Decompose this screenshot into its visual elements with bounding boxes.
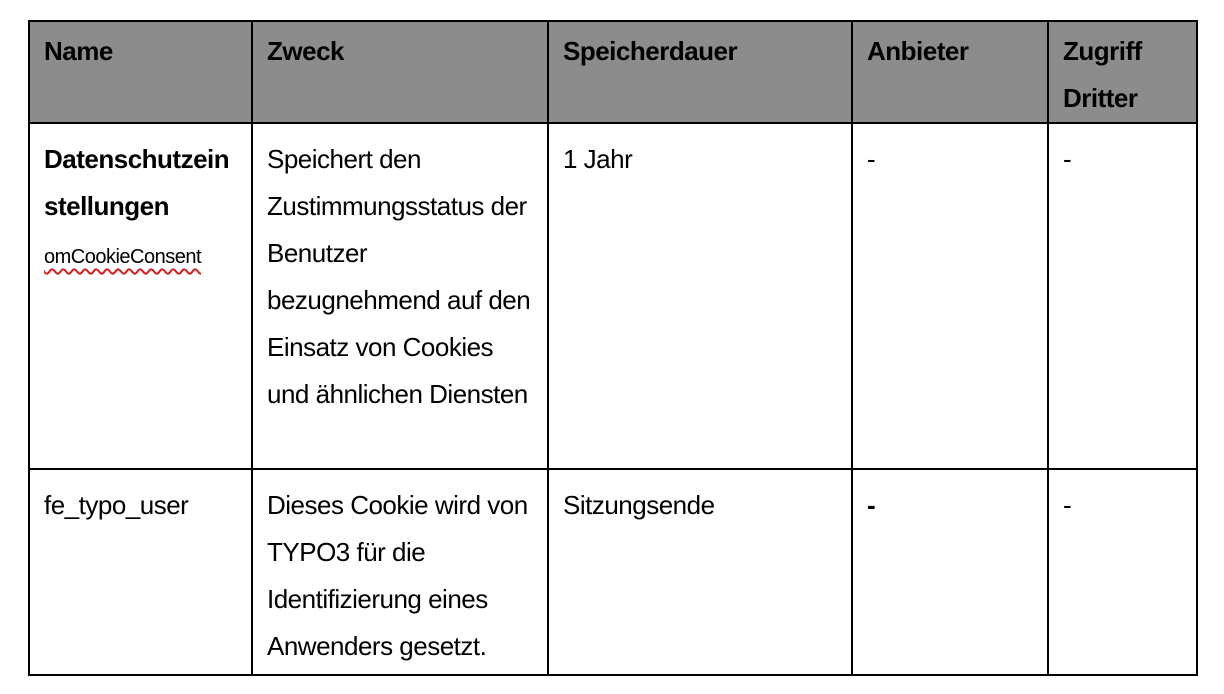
provider-text: - <box>867 490 876 520</box>
header-anbieter: Anbieter <box>852 21 1048 123</box>
third-party-text: - <box>1063 144 1072 174</box>
header-zugriff-dritter: Zugriff Dritter <box>1048 21 1197 123</box>
cell-speicherdauer <box>548 123 852 469</box>
table-row <box>29 123 1197 469</box>
table-row <box>29 469 1197 675</box>
cell-zugriff-dritter <box>1048 123 1197 469</box>
cell-zugriff-dritter <box>1048 469 1197 675</box>
cell-name <box>29 123 252 469</box>
header-name: Name <box>29 21 252 123</box>
purpose-text: Speichert den Zustimmungsstatus der Benutzer bezugnehmend auf den Einsatz von Cookies und ähnlichen Diensten <box>267 144 531 409</box>
header-row <box>29 21 1197 123</box>
cell-name <box>29 469 252 675</box>
cookie-title: Datenschutzeinstellungen <box>44 144 230 221</box>
purpose-text: Dieses Cookie wird von TYPO3 für die Identifizierung eines Anwenders gesetzt. <box>267 490 528 661</box>
provider-text: - <box>867 144 876 174</box>
duration-text: Sitzungsende <box>563 490 715 520</box>
cell-speicherdauer <box>548 469 852 675</box>
duration-text: 1 Jahr <box>563 144 633 174</box>
cell-anbieter <box>852 469 1048 675</box>
cookie-id: omCookieConsent <box>44 246 202 268</box>
cell-anbieter <box>852 123 1048 469</box>
cookie-table <box>28 20 1198 676</box>
cookie-name: fe_typo_user <box>44 490 189 520</box>
cell-zweck <box>252 469 548 675</box>
third-party-text: - <box>1063 490 1072 520</box>
table-body <box>29 123 1197 675</box>
cell-zweck <box>252 123 548 469</box>
table-header <box>29 21 1197 123</box>
header-speicherdauer: Speicherdauer <box>548 21 852 123</box>
header-zweck: Zweck <box>252 21 548 123</box>
